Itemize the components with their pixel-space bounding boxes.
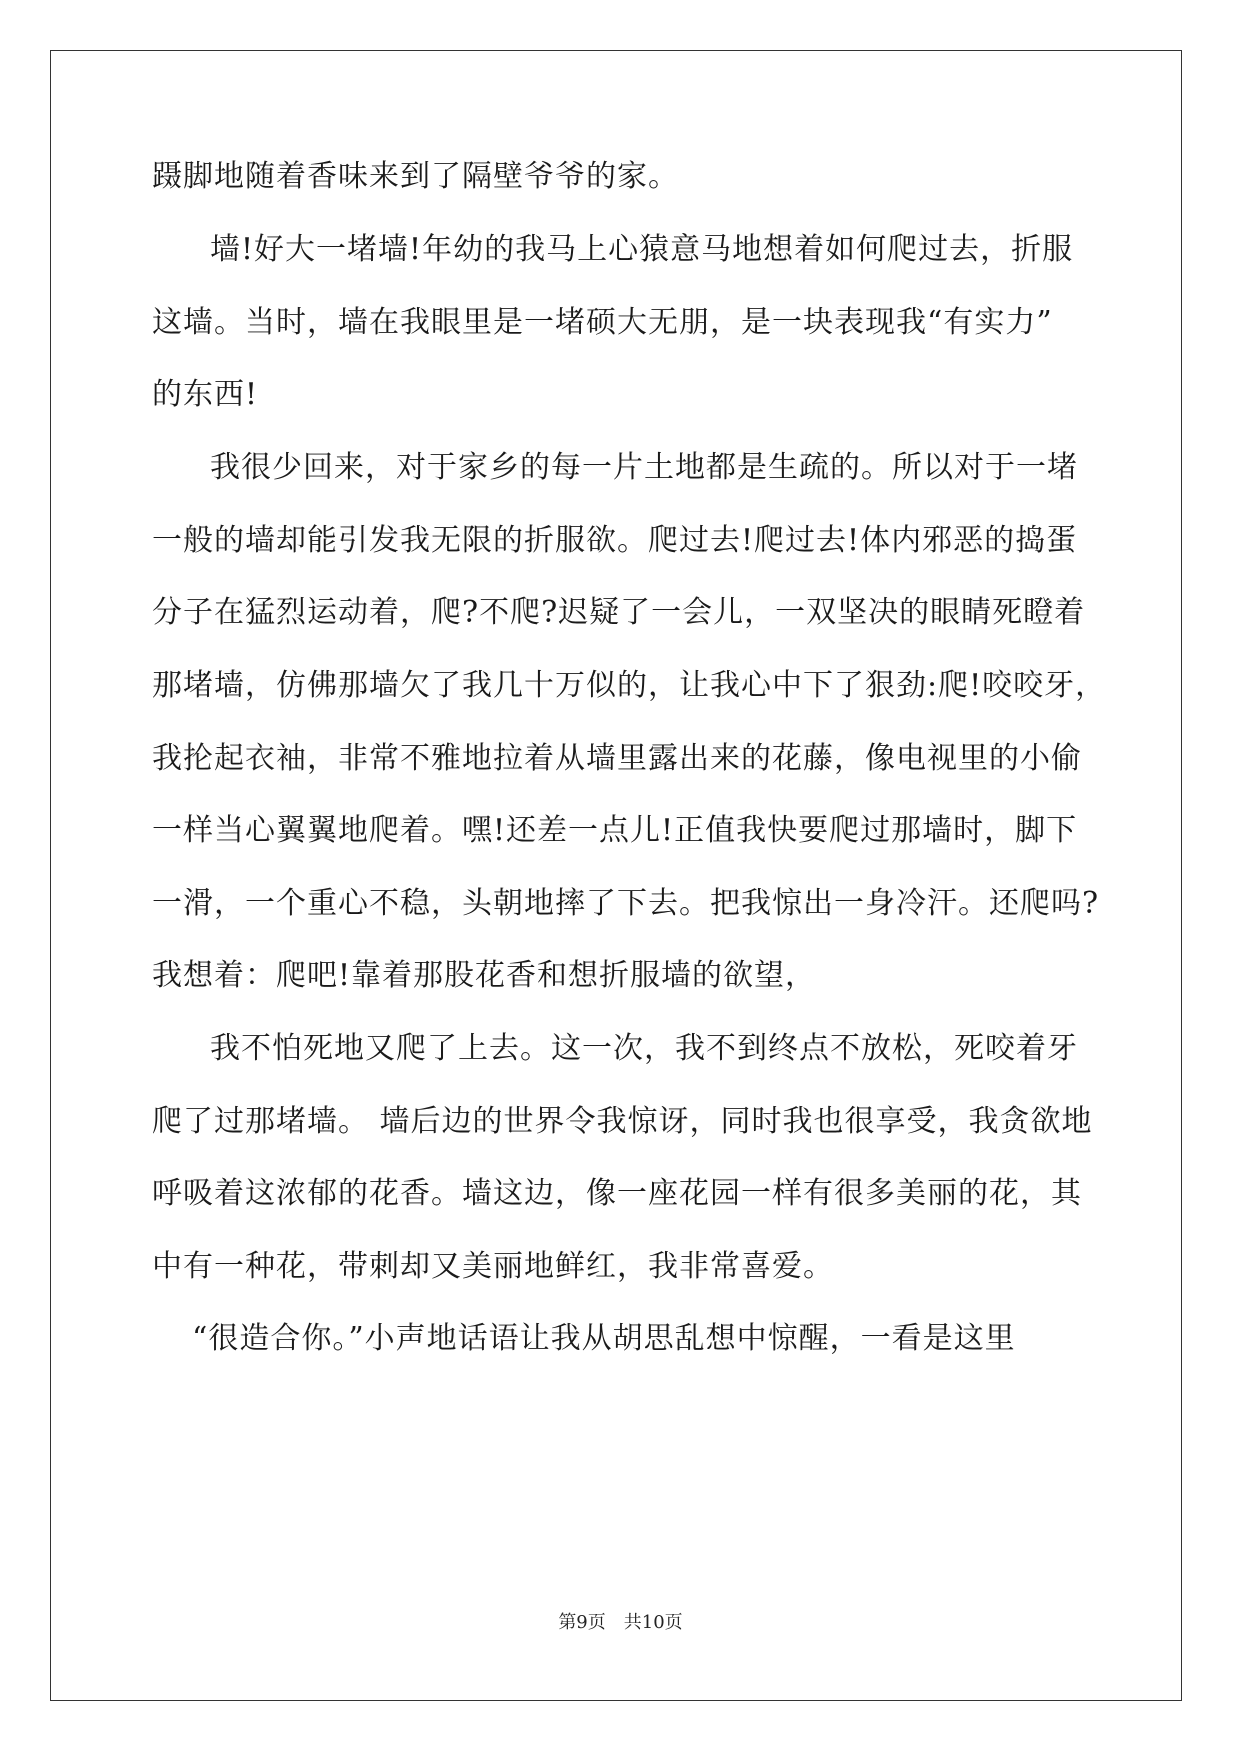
text-line: 这墙。当时，墙在我眼里是一堵硕大无朋，是一块表现我“有实力” <box>152 305 1053 340</box>
text-line: 的东西! <box>152 377 259 412</box>
paragraph-start-line: 我很少回来，对于家乡的每一片土地都是生疏的。所以对于一堵 <box>210 450 1078 485</box>
text-line: 我抡起衣袖，非常不雅地拉着从墙里露出来的花藤，像电视里的小偷 <box>152 741 1082 776</box>
page-number-footer: 第9页 共10页 <box>558 1612 683 1633</box>
paragraph-start-line: 墙!好大一堵墙!年幼的我马上心猿意马地想着如何爬过去，折服 <box>210 232 1074 267</box>
paragraph-start-line: “很造合你。”小声地话语让我从胡思乱想中惊醒，一看是这里 <box>192 1321 1016 1356</box>
text-line: 一滑，一个重心不稳，头朝地摔了下去。把我惊出一身冷汗。还爬吗? <box>152 886 1100 921</box>
text-line: 呼吸着这浓郁的花香。墙这边，像一座花园一样有很多美丽的花，其 <box>152 1176 1082 1211</box>
text-line: 中有一种花，带刺却又美丽地鲜红，我非常喜爱。 <box>152 1249 834 1284</box>
page-border <box>50 50 1182 1701</box>
paragraph-start-line: 我不怕死地又爬了上去。这一次，我不到终点不放松，死咬着牙 <box>210 1031 1078 1066</box>
text-line: 那堵墙，仿佛那墙欠了我几十万似的，让我心中下了狠劲:爬!咬咬牙， <box>152 668 1107 703</box>
text-line: 一般的墙却能引发我无限的折服欲。爬过去!爬过去!体内邪恶的捣蛋 <box>152 523 1078 558</box>
text-line: 分子在猛烈运动着，爬?不爬?迟疑了一会儿，一双坚决的眼睛死瞪着 <box>152 595 1086 630</box>
text-line: 蹑脚地随着香味来到了隔壁爷爷的家。 <box>152 159 679 194</box>
text-line: 一样当心翼翼地爬着。嘿!还差一点儿!正值我快要爬过那墙时，脚下 <box>152 813 1078 848</box>
text-line: 爬了过那堵墙。 墙后边的世界令我惊讶，同时我也很享受，我贪欲地 <box>152 1104 1093 1139</box>
text-line: 我想着：爬吧!靠着那股花香和想折服墙的欲望， <box>152 958 817 993</box>
